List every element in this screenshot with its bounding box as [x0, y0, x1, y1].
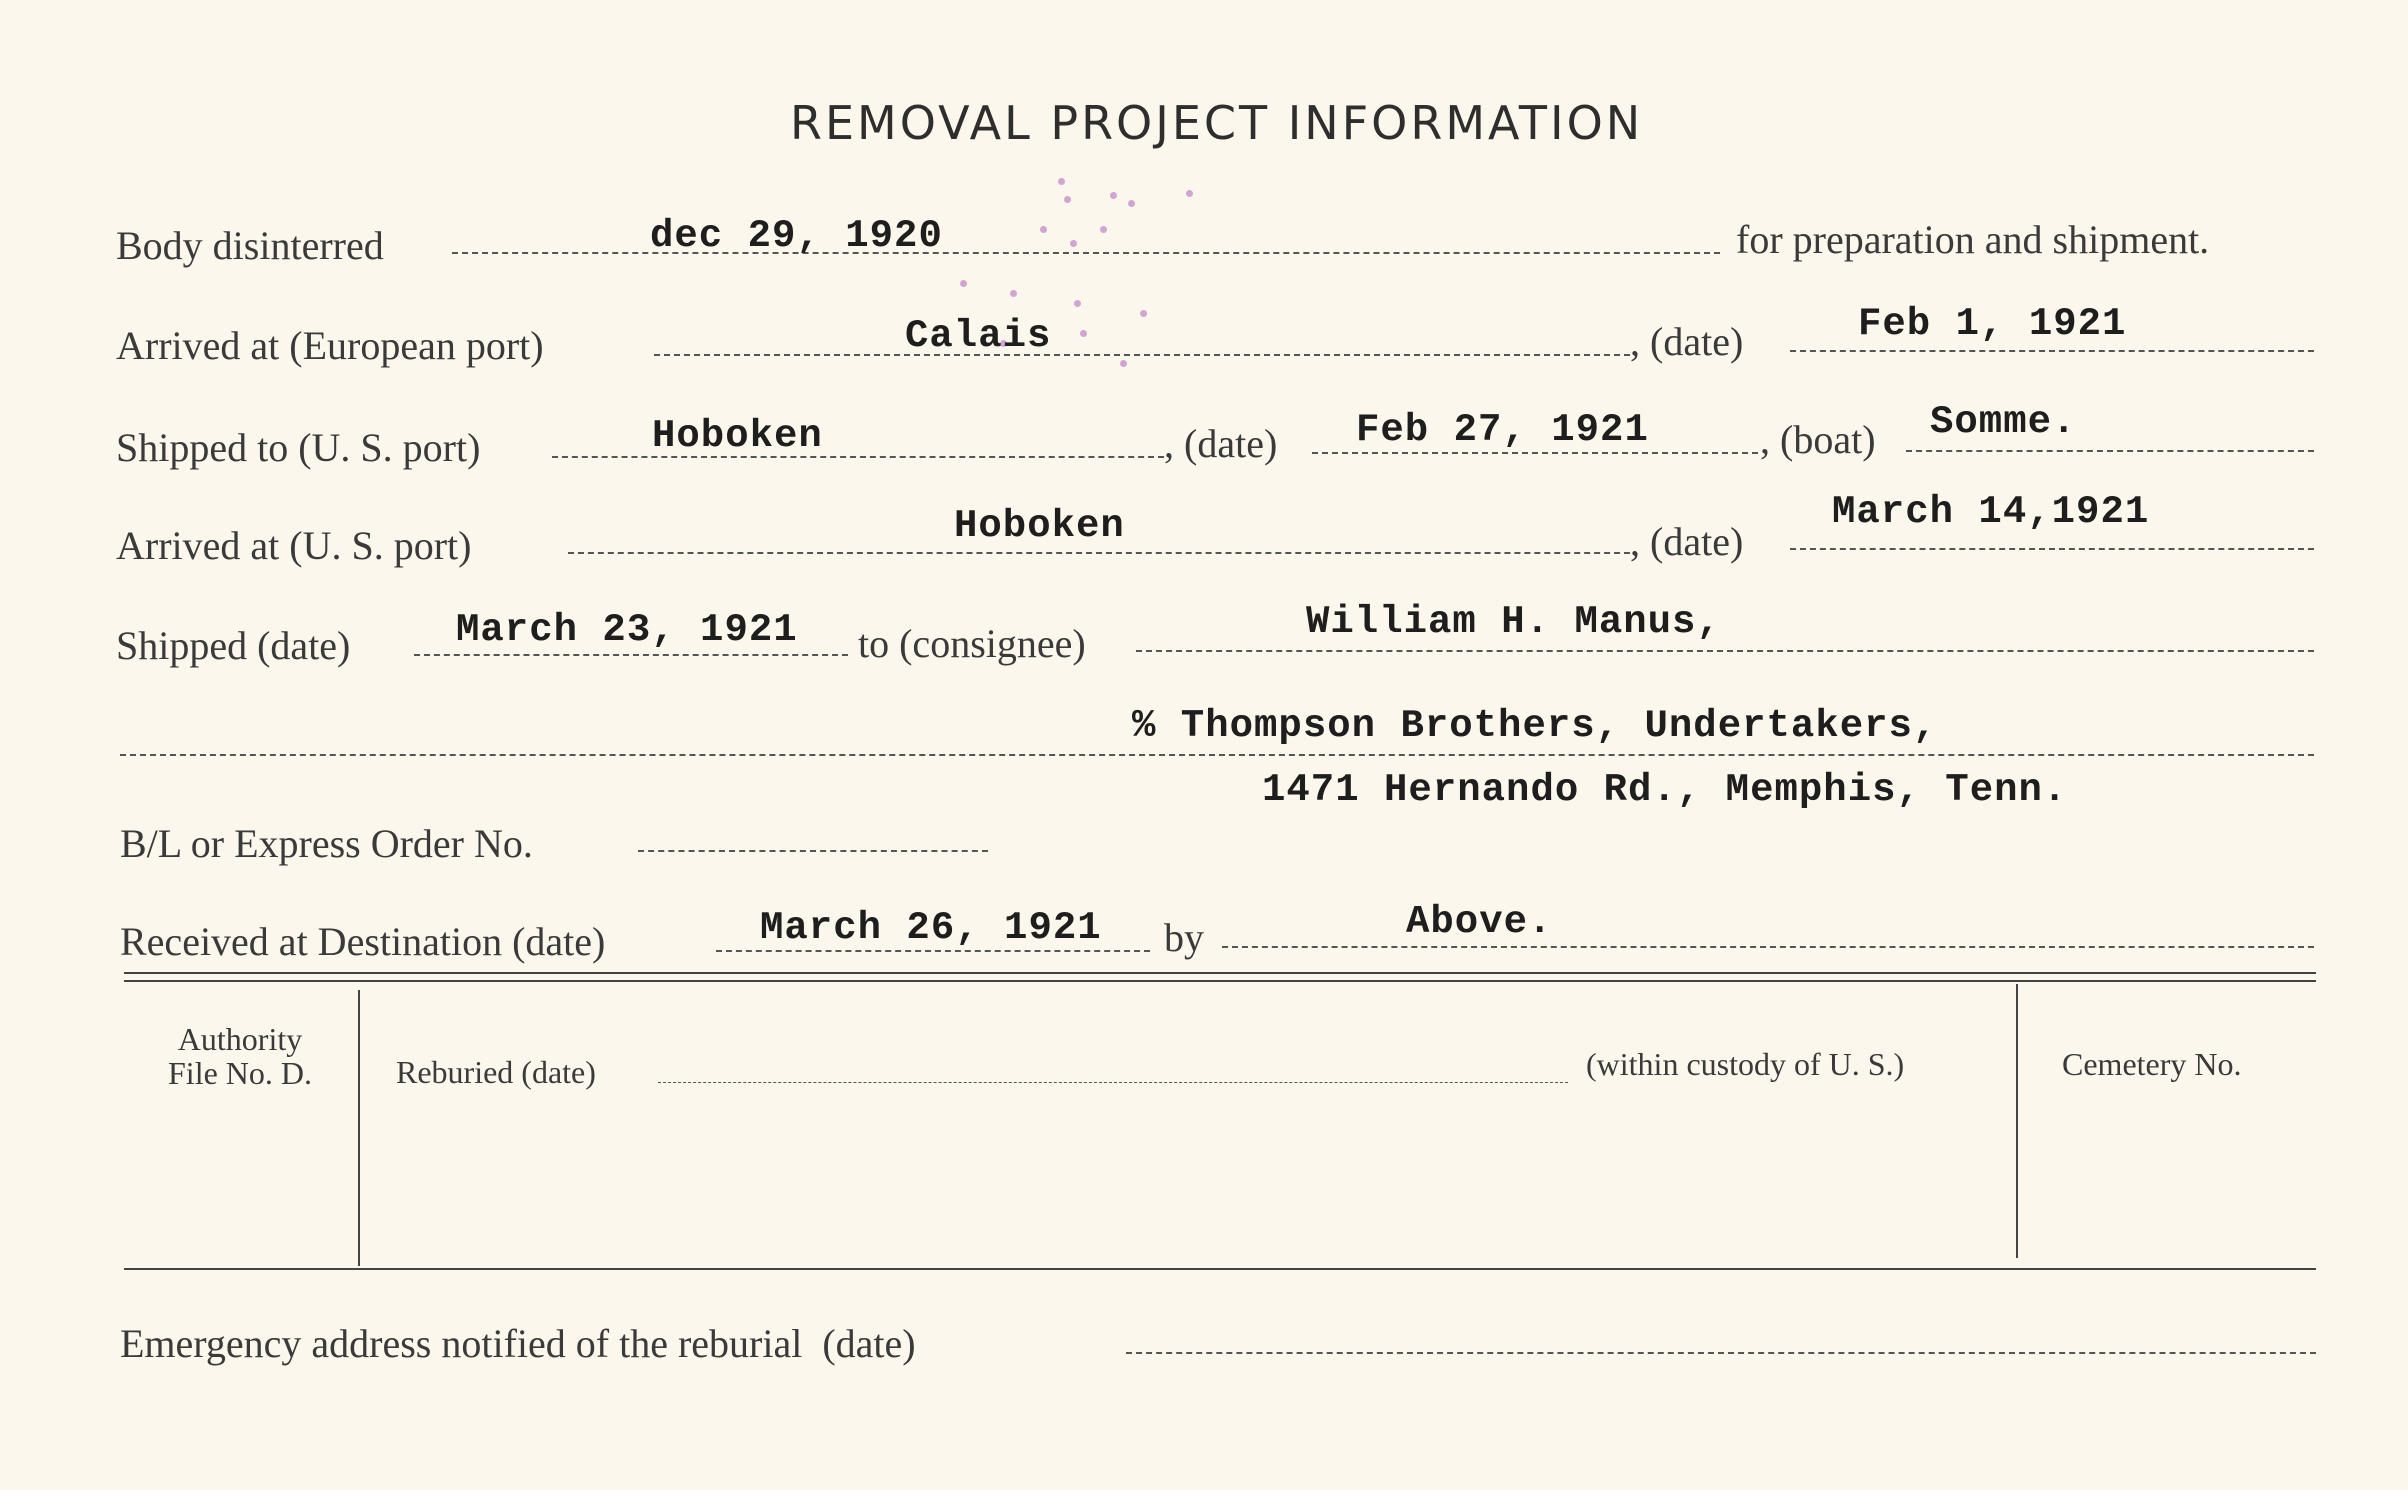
emergency-line — [1126, 1352, 2316, 1354]
box-top-rule — [124, 972, 2316, 974]
authority-label: Authority File No. D. — [168, 1021, 312, 1091]
consignee-value: William H. Manus, — [1306, 600, 1721, 644]
arrived-us-value: Hoboken — [954, 504, 1125, 548]
consignee-address-line1: % Thompson Brothers, Undertakers, — [1132, 704, 1938, 748]
box-divider-left — [358, 990, 360, 1266]
arrived-us-line — [568, 552, 1630, 554]
arrived-us-date-value: March 14,1921 — [1832, 490, 2150, 534]
arrived-european-date-line — [1790, 350, 2314, 352]
received-date-line — [716, 950, 1150, 952]
consignee-label: to (consignee) — [858, 621, 1086, 666]
shipped-date-line — [414, 654, 848, 656]
shipped-date-label: Shipped (date) — [116, 623, 351, 668]
shipped-date-value: March 23, 1921 — [456, 608, 798, 652]
received-date-value: March 26, 1921 — [760, 906, 1102, 950]
arrived-european-value: Calais — [905, 314, 1052, 358]
custody-label: (within custody of U. S.) — [1586, 1046, 1905, 1082]
received-by-value: Above. — [1406, 900, 1553, 944]
shipped-us-value: Hoboken — [652, 414, 823, 458]
arrived-european-line — [654, 354, 1630, 356]
consignee-line — [1136, 650, 2314, 652]
shipped-us-boat-line — [1906, 450, 2314, 452]
emergency-label: Emergency address notified of the reburial (date) — [120, 1321, 916, 1366]
body-disinterred-value: dec 29, 1920 — [650, 214, 943, 258]
cemetery-label: Cemetery No. — [2062, 1046, 2242, 1082]
bl-order-label: B/L or Express Order No. — [120, 821, 533, 866]
reburied-line — [658, 1082, 1568, 1083]
shipped-us-date-value: Feb 27, 1921 — [1356, 408, 1649, 452]
address-line — [120, 754, 2314, 756]
box-top-rule-2 — [124, 980, 2316, 982]
shipped-us-date-label: , (date) — [1164, 421, 1278, 466]
body-disinterred-line — [452, 252, 1720, 254]
shipped-us-label: Shipped to (U. S. port) — [116, 425, 481, 470]
bl-order-line — [638, 850, 988, 852]
shipped-us-boat-value: Somme. — [1930, 400, 2077, 444]
box-divider-right — [2016, 984, 2018, 1258]
arrived-us-label: Arrived at (U. S. port) — [116, 523, 472, 568]
arrived-us-date-label: , (date) — [1630, 519, 1744, 564]
arrived-us-date-line — [1790, 548, 2314, 550]
shipped-us-date-line — [1312, 452, 1758, 454]
form-title: REMOVAL PROJECT INFORMATION — [790, 96, 1644, 150]
arrived-european-date-label: , (date) — [1630, 319, 1744, 364]
received-by-label: by — [1164, 915, 1204, 960]
received-by-line — [1222, 946, 2314, 948]
consignee-address-line2: 1471 Hernando Rd., Memphis, Tenn. — [1262, 768, 2068, 812]
reburied-label: Reburied (date) — [396, 1054, 596, 1090]
shipped-us-boat-label: , (boat) — [1760, 417, 1876, 462]
preparation-shipment-text: for preparation and shipment. — [1736, 217, 2210, 262]
arrived-european-date-value: Feb 1, 1921 — [1858, 302, 2127, 346]
shipped-us-line — [552, 456, 1164, 458]
received-label: Received at Destination (date) — [120, 919, 606, 964]
arrived-european-label: Arrived at (European port) — [116, 323, 544, 368]
body-disinterred-label: Body disinterred — [116, 223, 384, 268]
box-bottom-rule — [124, 1268, 2316, 1270]
